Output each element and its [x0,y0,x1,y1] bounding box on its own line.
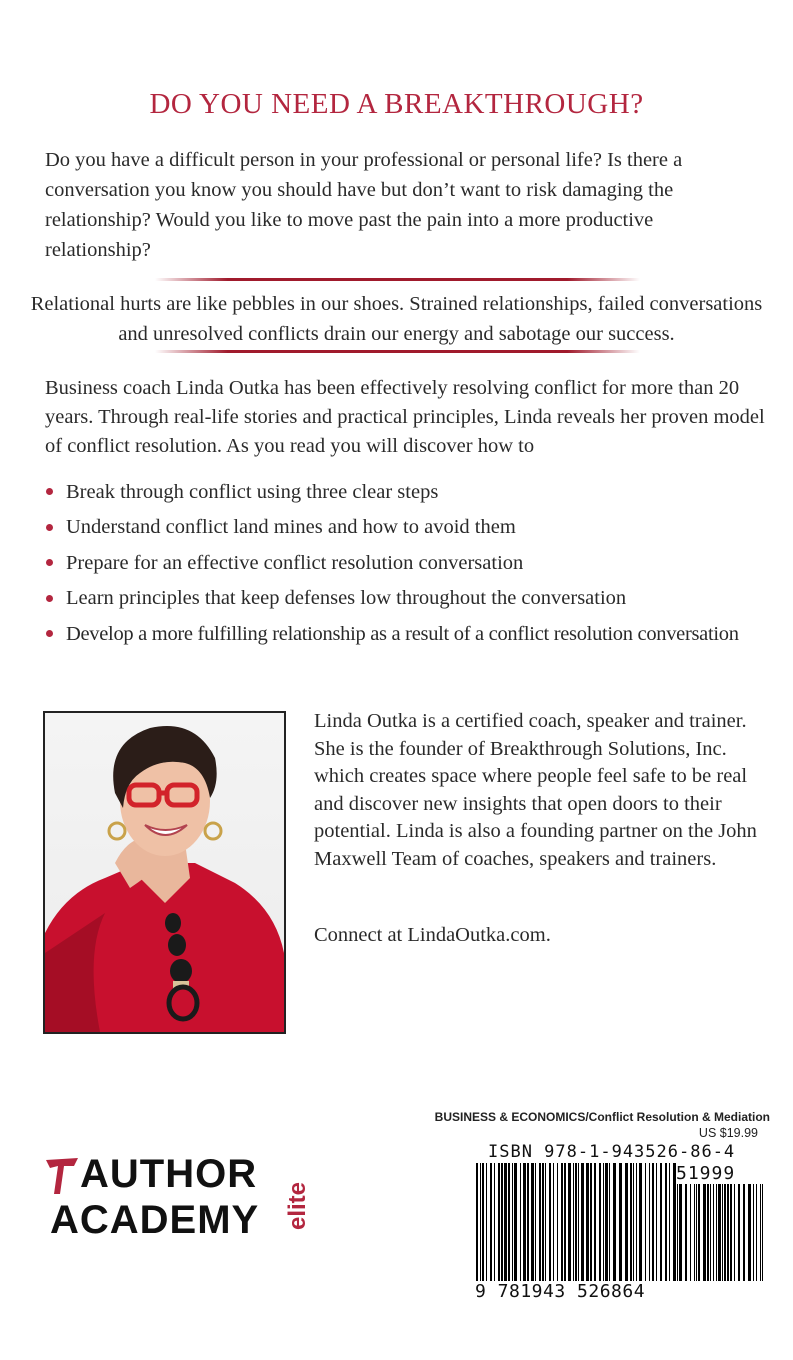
barcode-bar [594,1163,596,1281]
barcode-bar [590,1163,592,1281]
barcode-bar [613,1163,616,1281]
bullet-icon [46,559,53,566]
barcode-bar [523,1163,526,1281]
barcode-bar [578,1163,579,1281]
barcode-bar [476,1163,478,1281]
barcode-bar [501,1163,503,1281]
publisher-mark-icon [44,1156,80,1196]
barcode-bar [482,1163,484,1281]
barcode-bar [605,1163,608,1281]
barcode-bar [669,1163,670,1281]
barcode-bar [564,1163,566,1281]
bullet-icon [46,595,53,602]
barcode-bar [633,1163,634,1281]
list-item-text: Learn principles that keep defenses low throughout the conversation [66,587,627,610]
bullet-icon [46,524,53,531]
list-item [46,581,786,617]
barcode-bar [498,1163,500,1281]
list-item-text: Develop a more fulfilling relationship as a result of a conflict resolution conversation [66,622,739,645]
barcode-bar [665,1163,667,1281]
barcode-bar [609,1163,610,1281]
barcode-bar [486,1163,487,1281]
list-item [46,616,786,652]
list-item [46,510,786,546]
barcode-bar [545,1163,546,1281]
bullet-icon [46,488,53,495]
barcode-bar [575,1163,577,1281]
barcode-bar [520,1163,521,1281]
barcode-bar [636,1163,637,1281]
barcode-bar [553,1163,554,1281]
headline: DO YOU NEED A BREAKTHROUGH? [149,88,644,120]
logo-line-author: AUTHOR [80,1152,258,1196]
barcode-bar [660,1163,662,1281]
benefit-list [46,474,786,652]
barcode-bar [625,1163,628,1281]
barcode-bar [630,1163,632,1281]
intro-paragraph: Do you have a difficult person in your professional or personal life? Is there a conversation you know you should have but don’t want to risk damaging the relationship? Would you like to move past the pain into a more productive relationship? [45,149,683,261]
list-item [46,545,786,581]
logo-tag-elite: elite [284,1181,311,1231]
barcode-bar [557,1163,558,1281]
author-photo [43,711,286,1034]
barcode-bar [603,1163,604,1281]
book-category: BUSINESS & ECONOMICS/Conflict Resolution & Mediation [434,1110,770,1124]
barcode-bar [652,1163,654,1281]
barcode-bar [645,1163,646,1281]
barcode-bar [599,1163,601,1281]
book-price: US $19.99 [698,1126,758,1140]
barcode-bar [539,1163,541,1281]
list-item-text: Understand conflict land mines and how to avoid them [66,516,516,539]
barcode-bar [504,1163,507,1281]
barcode-bar [542,1163,544,1281]
barcode-bar [480,1163,481,1281]
barcode-bar [514,1163,517,1281]
barcode-bar [527,1163,529,1281]
barcode-bar [639,1163,642,1281]
bullet-icon [46,630,53,637]
isbn-label: ISBN 978-1-943526-86-4 [488,1142,736,1162]
barcode-bar [656,1163,657,1281]
price-code-digits: 51999 [676,1163,770,1184]
list-item [46,474,786,510]
barcode-bar [535,1163,536,1281]
publisher-logo [44,1150,314,1255]
divider-bottom [155,350,640,353]
author-bio: Linda Outka is a certified coach, speaker and trainer. She is the founder of Breakthrough Solutions, Inc. which creates space where people feel safe to be real and discover new insights that open doors to their potential. Linda is also a founding partner on the John Maxwell Team of coaches, speakers and trainers. [314,710,757,870]
barcode-bar [561,1163,563,1281]
body-paragraph: Business coach Linda Outka has been effectively resolving conflict for more than 20 years. Through real-life stories and practical principles, Linda reveals her proven model of conflict resolution. As you read you will discover how to [45,377,765,457]
logo-line-academy: ACADEMY [50,1198,260,1242]
pull-quote: Relational hurts are like pebbles in our shoes. Strained relationships, failed conversations and unresolved conflicts drain our energy and sabotage our success. [30,293,763,345]
barcode-bar [508,1163,510,1281]
barcode-bar [568,1163,571,1281]
barcode-bar [581,1163,584,1281]
barcode-bar [573,1163,574,1281]
divider-top [155,278,640,281]
list-item-text: Prepare for an effective conflict resolution conversation [66,551,524,574]
barcode-bar [586,1163,589,1281]
author-website[interactable]: Connect at LindaOutka.com. [314,924,551,946]
barcode-bar [619,1163,622,1281]
ean-digits: 9 781943 526864 [475,1281,660,1302]
barcode-bar [531,1163,534,1281]
barcode-bar [549,1163,551,1281]
barcode-bar [649,1163,650,1281]
barcode-bar [512,1163,513,1281]
barcode-bar [490,1163,492,1281]
list-item-text: Break through conflict using three clear steps [66,480,439,503]
barcode-bar [494,1163,495,1281]
author-portrait-illustration [45,713,284,1032]
